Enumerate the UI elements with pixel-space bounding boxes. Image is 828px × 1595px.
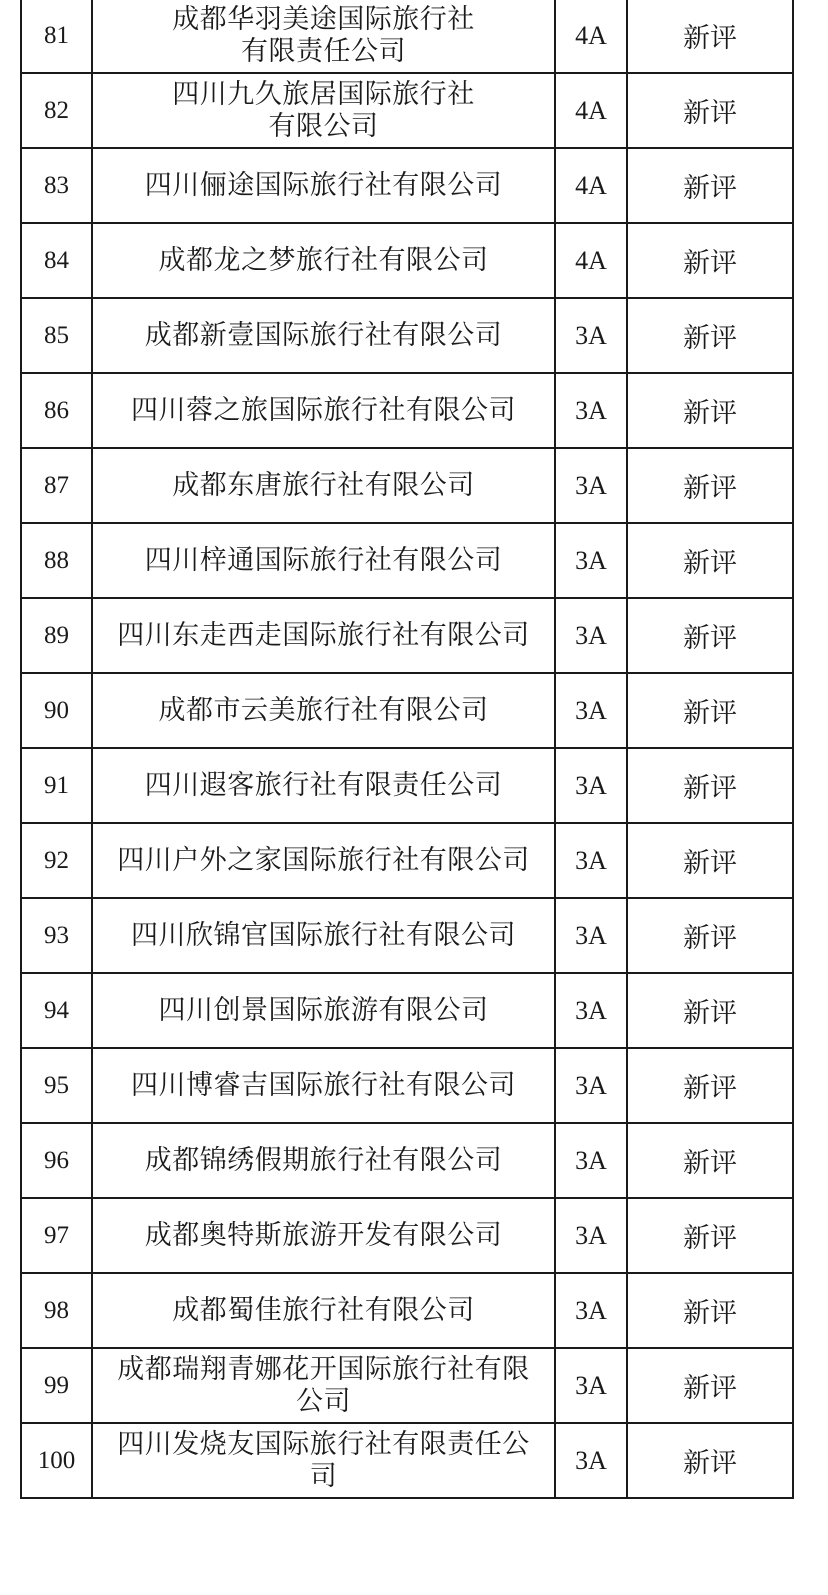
- rating-level: 3A: [555, 1423, 627, 1498]
- table-row: [21, 1048, 793, 1123]
- agency-name-line: 司: [309, 1460, 338, 1492]
- rating-status: 新评: [627, 148, 793, 223]
- agency-name-line: 四川博睿吉国际旅行社有限公司: [131, 1069, 516, 1101]
- agency-name-line: 四川东走西走国际旅行社有限公司: [117, 619, 530, 651]
- rating-status: 新评: [627, 448, 793, 523]
- agency-name-line: 有限责任公司: [241, 35, 406, 67]
- agency-name-line: 四川欣锦官国际旅行社有限公司: [131, 919, 516, 951]
- agency-name: [93, 1429, 554, 1493]
- table-row: [21, 0, 793, 73]
- agency-name: [93, 845, 554, 877]
- row-number: 93: [21, 898, 92, 973]
- row-number: 82: [21, 73, 92, 148]
- rating-level: 3A: [555, 448, 627, 523]
- rating-level: 4A: [555, 148, 627, 223]
- agency-name-cell: [92, 898, 555, 973]
- agency-name-cell: [92, 0, 555, 73]
- row-number: 96: [21, 1123, 92, 1198]
- agency-name: [93, 1354, 554, 1418]
- table-row: [21, 523, 793, 598]
- row-number: 91: [21, 748, 92, 823]
- agency-name-line: 成都华羽美途国际旅行社: [172, 3, 475, 35]
- rating-level: 3A: [555, 523, 627, 598]
- rating-level: 3A: [555, 373, 627, 448]
- row-number: 99: [21, 1348, 92, 1423]
- rating-status: 新评: [627, 1123, 793, 1198]
- rating-status: 新评: [627, 523, 793, 598]
- rating-level: 3A: [555, 1123, 627, 1198]
- table-row: [21, 823, 793, 898]
- agency-name-cell: [92, 748, 555, 823]
- agency-name: [93, 695, 554, 727]
- table-row: [21, 148, 793, 223]
- table-row: [21, 1423, 793, 1498]
- rating-status: 新评: [627, 298, 793, 373]
- agency-name-line: 四川户外之家国际旅行社有限公司: [117, 844, 530, 876]
- rating-level: 4A: [555, 73, 627, 148]
- table-row: [21, 673, 793, 748]
- rating-level: 4A: [555, 223, 627, 298]
- agency-name-cell: [92, 373, 555, 448]
- agency-name: [93, 1070, 554, 1102]
- table-row: [21, 448, 793, 523]
- agency-name: [93, 1295, 554, 1327]
- row-number: 89: [21, 598, 92, 673]
- table-row: [21, 973, 793, 1048]
- agency-name: [93, 920, 554, 952]
- agency-name-line: 四川发烧友国际旅行社有限责任公: [117, 1428, 530, 1460]
- rating-level: 3A: [555, 598, 627, 673]
- table-row: [21, 73, 793, 148]
- table-row: [21, 1273, 793, 1348]
- travel-agency-rating-table: [20, 0, 794, 1499]
- rating-status: 新评: [627, 673, 793, 748]
- rating-status: 新评: [627, 223, 793, 298]
- rating-status: 新评: [627, 748, 793, 823]
- agency-name-cell: [92, 448, 555, 523]
- rating-status: 新评: [627, 0, 793, 73]
- agency-name-cell: [92, 298, 555, 373]
- agency-name-cell: [92, 1198, 555, 1273]
- table-row: [21, 1348, 793, 1423]
- agency-name-line: 成都市云美旅行社有限公司: [158, 694, 489, 726]
- agency-name: [93, 4, 554, 68]
- agency-name-line: 公司: [296, 1385, 351, 1417]
- agency-name-line: 成都锦绣假期旅行社有限公司: [144, 1144, 503, 1176]
- agency-name-line: 四川梓通国际旅行社有限公司: [144, 544, 503, 576]
- agency-name: [93, 620, 554, 652]
- rating-status: 新评: [627, 898, 793, 973]
- agency-name: [93, 79, 554, 143]
- rating-level: 3A: [555, 673, 627, 748]
- row-number: 94: [21, 973, 92, 1048]
- agency-name-line: 成都奥特斯旅游开发有限公司: [144, 1219, 503, 1251]
- agency-name-cell: [92, 148, 555, 223]
- row-number: 97: [21, 1198, 92, 1273]
- row-number: 90: [21, 673, 92, 748]
- table-row: [21, 298, 793, 373]
- agency-name-cell: [92, 1123, 555, 1198]
- agency-name: [93, 470, 554, 502]
- rating-level: 4A: [555, 0, 627, 73]
- agency-name-cell: [92, 223, 555, 298]
- agency-name-cell: [92, 598, 555, 673]
- rating-status: 新评: [627, 1273, 793, 1348]
- row-number: 100: [21, 1423, 92, 1498]
- agency-name: [93, 995, 554, 1027]
- row-number: 81: [21, 0, 92, 73]
- rating-status: 新评: [627, 1198, 793, 1273]
- rating-status: 新评: [627, 598, 793, 673]
- agency-name: [93, 545, 554, 577]
- agency-name-cell: [92, 973, 555, 1048]
- agency-name-line: 成都蜀佳旅行社有限公司: [172, 1294, 475, 1326]
- agency-name-cell: [92, 523, 555, 598]
- table-row: [21, 598, 793, 673]
- rating-level: 3A: [555, 973, 627, 1048]
- row-number: 88: [21, 523, 92, 598]
- table-row: [21, 223, 793, 298]
- agency-name-line: 四川蓉之旅国际旅行社有限公司: [131, 394, 516, 426]
- agency-name-cell: [92, 1273, 555, 1348]
- rating-level: 3A: [555, 1273, 627, 1348]
- table-row: [21, 1198, 793, 1273]
- row-number: 83: [21, 148, 92, 223]
- agency-name-line: 四川俪途国际旅行社有限公司: [144, 169, 503, 201]
- agency-name: [93, 1220, 554, 1252]
- agency-name: [93, 170, 554, 202]
- row-number: 95: [21, 1048, 92, 1123]
- agency-name-line: 四川九久旅居国际旅行社: [172, 78, 475, 110]
- agency-name-line: 四川遐客旅行社有限责任公司: [144, 769, 503, 801]
- table-row: [21, 1123, 793, 1198]
- agency-name-cell: [92, 823, 555, 898]
- rating-status: 新评: [627, 1423, 793, 1498]
- table-row: [21, 748, 793, 823]
- rating-status: 新评: [627, 973, 793, 1048]
- row-number: 84: [21, 223, 92, 298]
- agency-name: [93, 770, 554, 802]
- rating-status: 新评: [627, 73, 793, 148]
- agency-name-line: 成都新壹国际旅行社有限公司: [144, 319, 503, 351]
- agency-name-cell: [92, 673, 555, 748]
- agency-name-line: 成都龙之梦旅行社有限公司: [158, 244, 489, 276]
- table-row: [21, 373, 793, 448]
- agency-name: [93, 245, 554, 277]
- row-number: 92: [21, 823, 92, 898]
- agency-name-cell: [92, 1348, 555, 1423]
- agency-name-line: 成都瑞翔青娜花开国际旅行社有限: [117, 1353, 530, 1385]
- agency-name-line: 有限公司: [268, 110, 379, 142]
- agency-name-line: 成都东唐旅行社有限公司: [172, 469, 475, 501]
- agency-name-cell: [92, 73, 555, 148]
- rating-level: 3A: [555, 898, 627, 973]
- rating-status: 新评: [627, 373, 793, 448]
- agency-name-cell: [92, 1423, 555, 1498]
- agency-name-cell: [92, 1048, 555, 1123]
- table-row: [21, 898, 793, 973]
- row-number: 87: [21, 448, 92, 523]
- agency-name: [93, 395, 554, 427]
- rating-level: 3A: [555, 823, 627, 898]
- rating-level: 3A: [555, 1348, 627, 1423]
- agency-name: [93, 320, 554, 352]
- row-number: 86: [21, 373, 92, 448]
- rating-status: 新评: [627, 1348, 793, 1423]
- rating-status: 新评: [627, 1048, 793, 1123]
- agency-name: [93, 1145, 554, 1177]
- rating-level: 3A: [555, 1048, 627, 1123]
- rating-level: 3A: [555, 298, 627, 373]
- row-number: 98: [21, 1273, 92, 1348]
- rating-level: 3A: [555, 748, 627, 823]
- rating-level: 3A: [555, 1198, 627, 1273]
- agency-name-line: 四川创景国际旅游有限公司: [158, 994, 489, 1026]
- rating-status: 新评: [627, 823, 793, 898]
- row-number: 85: [21, 298, 92, 373]
- table-body: [21, 0, 793, 1498]
